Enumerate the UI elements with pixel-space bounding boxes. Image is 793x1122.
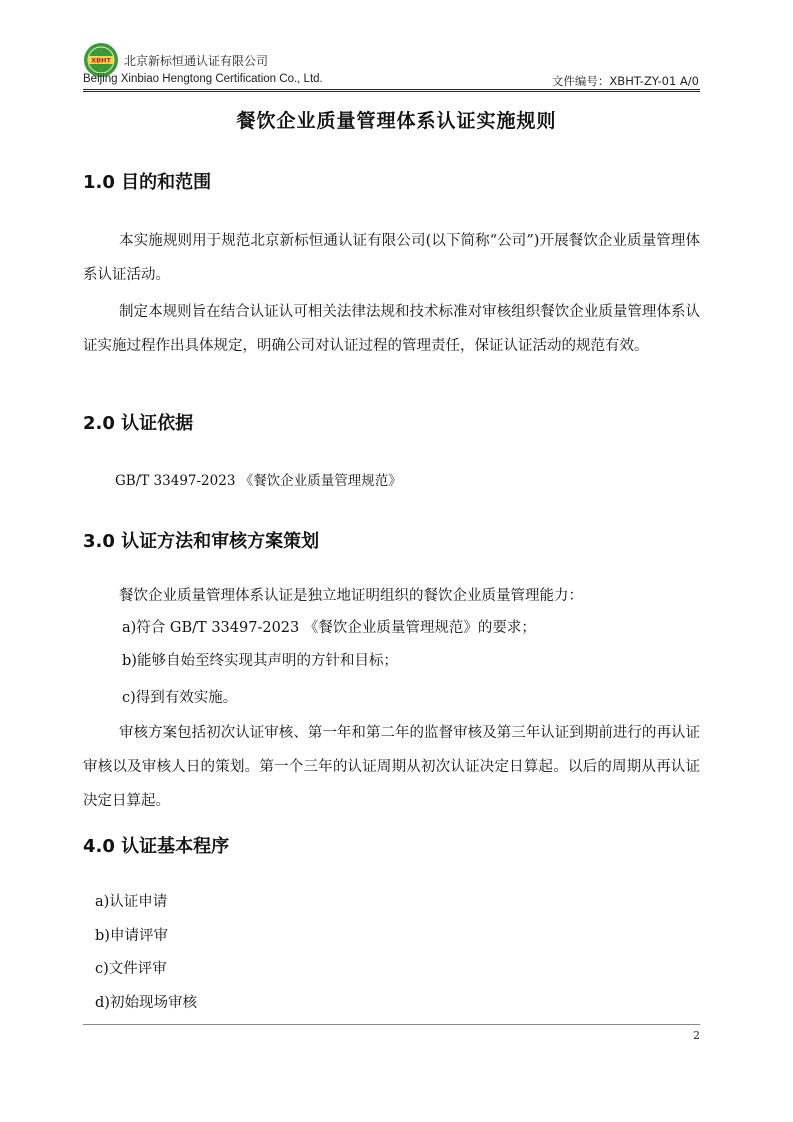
- section-1-paragraph-2: [83, 295, 700, 363]
- section-1-paragraph-1-text: 本实施规则用于规范北京新标恒通认证有限公司(以下简称“公司”)开展餐饮企业质量管理体系认证活动。: [83, 233, 700, 283]
- section-3-item-b: b)能够自始至终实现其声明的方针和目标；: [122, 653, 398, 669]
- document-number: 文件编号：XBHT-ZY-01 A/0: [551, 74, 699, 88]
- section-1-heading: 1.0 目的和范围: [83, 172, 212, 193]
- logo-text: XBHT: [91, 56, 111, 65]
- header-divider-secondary: [83, 91, 700, 92]
- section-3-item-a: a)符合 GB/T 33497-2023 《餐饮企业质量管理规范》的要求；: [122, 620, 536, 636]
- section-1-paragraph-1: [83, 224, 700, 292]
- section-3-paragraph-2: [83, 716, 700, 818]
- section-3-intro: 餐饮企业质量管理体系认证是独立地证明组织的餐饮企业质量管理能力：: [119, 588, 583, 604]
- company-name-cn: 北京新标恒通认证有限公司: [124, 54, 269, 68]
- section-4-item-b: b)申请评审: [95, 928, 168, 944]
- company-name-en: Beijing Xinbiao Hengtong Certification Co., Ltd.: [83, 73, 323, 85]
- section-3-item-c: c)得到有效实施。: [122, 690, 238, 706]
- section-4-heading: 4.0 认证基本程序: [83, 836, 230, 857]
- section-3-heading: 3.0 认证方法和审核方案策划: [83, 531, 320, 552]
- certification-basis: GB/T 33497-2023 《餐饮企业质量管理规范》: [115, 473, 402, 489]
- document-title: 餐饮企业质量管理体系认证实施规则: [236, 110, 557, 132]
- page-number: 2: [693, 1029, 700, 1042]
- section-3-paragraph-2-text: 审核方案包括初次认证审核、第一年和第二年的监督审核及第三年认证到期前进行的再认证审核以及审核人日的策划。第一个三年的认证周期从初次认证决定日算起。以后的周期从再认证决定日算起。: [83, 725, 700, 809]
- section-1-paragraph-2-text: 制定本规则旨在结合认证认可相关法律法规和技术标准对审核组织餐饮企业质量管理体系认证实施过程作出具体规定，明确公司对认证过程的管理责任，保证认证活动的规范有效。: [83, 304, 700, 354]
- section-4-item-c: c)文件评审: [95, 961, 167, 977]
- section-2-heading: 2.0 认证依据: [83, 413, 194, 434]
- section-4-item-d: d)初始现场审核: [95, 995, 197, 1011]
- footer-divider: [83, 1024, 700, 1025]
- header-divider: [83, 89, 700, 90]
- section-4-item-a: a)认证申请: [95, 894, 168, 910]
